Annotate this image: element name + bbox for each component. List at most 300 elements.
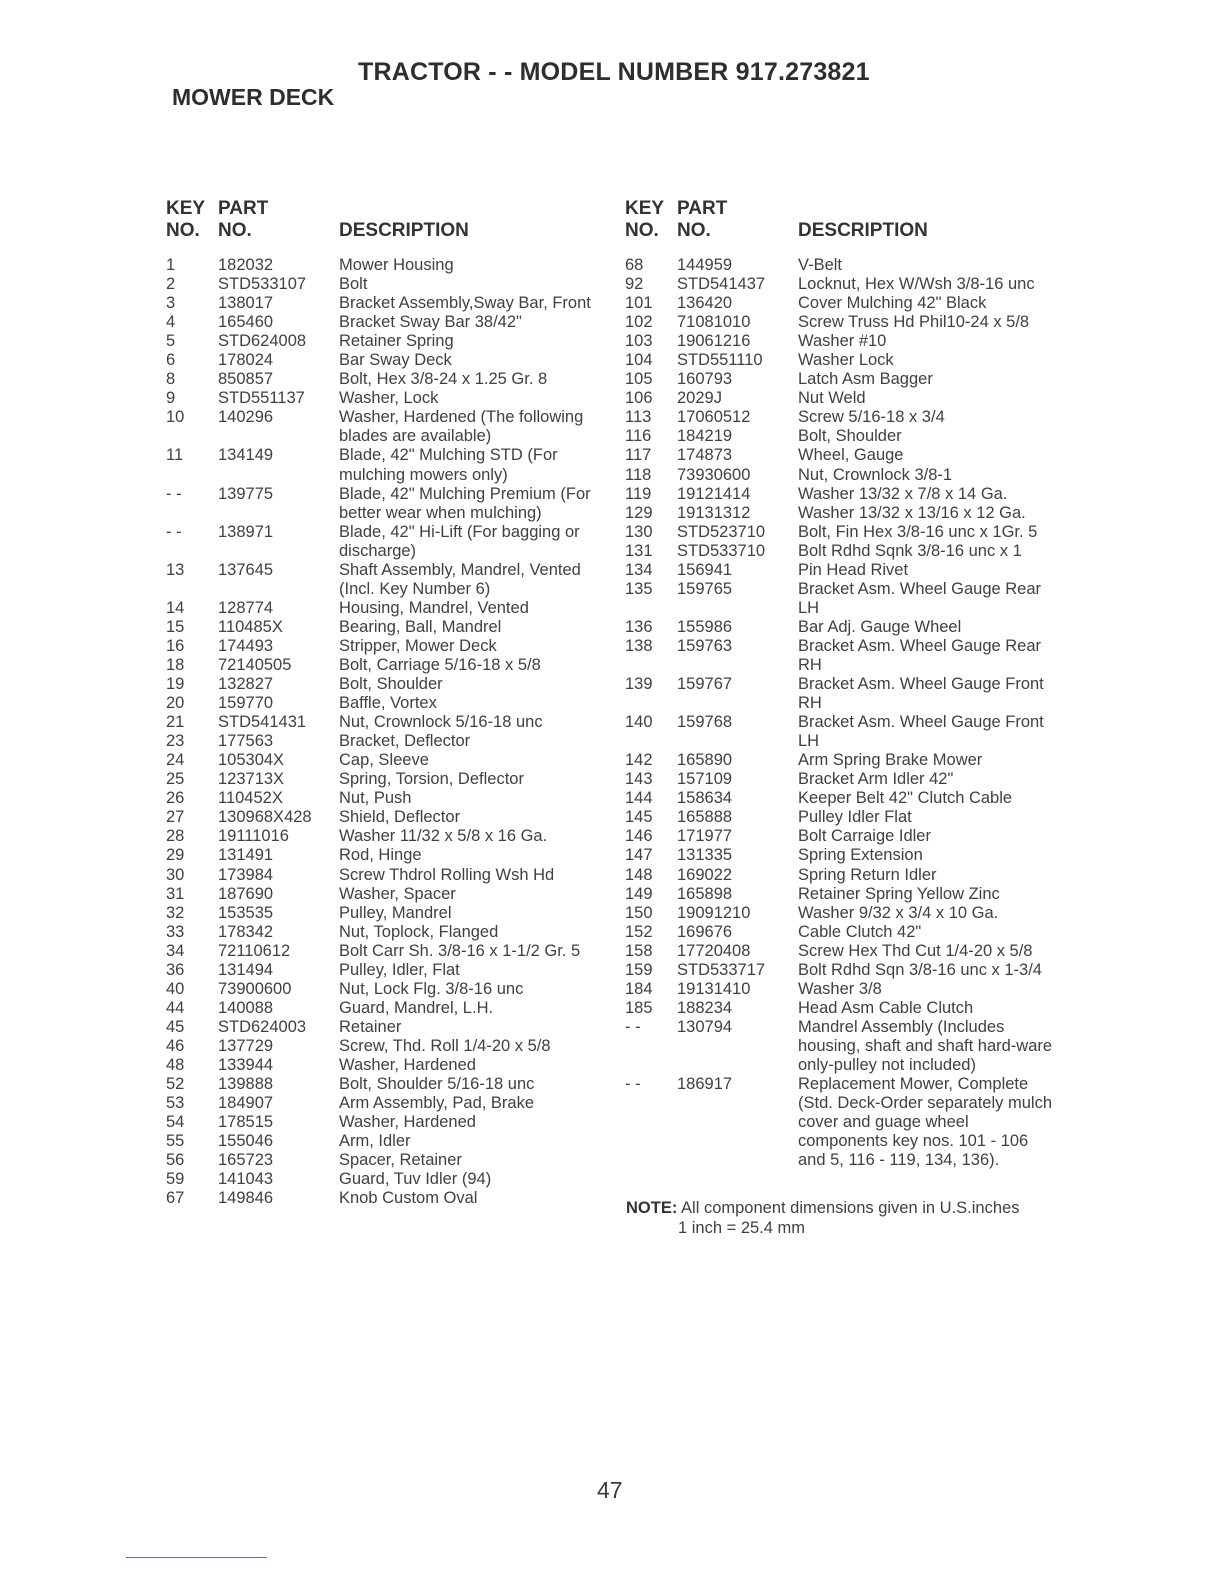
- part-number: 165890: [677, 751, 733, 770]
- key-number: 26: [166, 789, 185, 808]
- part-description: Bracket Arm Idler 42": [798, 770, 954, 789]
- part-row: [625, 561, 1065, 580]
- part-header-line2: NO.: [218, 220, 252, 241]
- part-row: [166, 446, 606, 484]
- part-number: 159770: [218, 694, 274, 713]
- part-number: 19091210: [677, 903, 751, 922]
- key-number: 4: [166, 313, 176, 332]
- part-number: 131335: [677, 846, 733, 865]
- part-number: 73900600: [218, 979, 292, 998]
- key-number: - -: [166, 522, 182, 541]
- part-row: [625, 770, 1065, 789]
- key-number: 54: [166, 1113, 185, 1132]
- key-number: 32: [166, 903, 185, 922]
- key-number: 158: [625, 941, 653, 960]
- key-number: 106: [625, 389, 653, 408]
- part-row: [166, 256, 606, 275]
- part-number: 184219: [677, 427, 733, 446]
- key-number: 2: [166, 275, 176, 294]
- part-description: Retainer Spring: [339, 332, 454, 351]
- key-number: 102: [625, 313, 653, 332]
- key-number: 29: [166, 846, 185, 865]
- part-description: Baffle, Vortex: [339, 694, 437, 713]
- part-number: 19131312: [677, 503, 751, 522]
- part-description: Nut, Crownlock 5/16-18 unc: [339, 713, 543, 732]
- key-number: 52: [166, 1075, 185, 1094]
- key-number: 34: [166, 941, 185, 960]
- part-row: [625, 256, 1065, 275]
- part-header-line2: NO.: [677, 220, 711, 241]
- part-row: [625, 446, 1065, 465]
- key-number: 24: [166, 751, 185, 770]
- key-number: 18: [166, 655, 185, 674]
- part-description: Bolt, Shoulder: [339, 675, 443, 694]
- part-row: [166, 1018, 606, 1037]
- key-number: 145: [625, 808, 653, 827]
- key-number: 45: [166, 1017, 185, 1036]
- key-number: 149: [625, 884, 653, 903]
- part-description: Bar Sway Deck: [339, 351, 452, 370]
- page-title: TRACTOR - - MODEL NUMBER 917.273821: [358, 58, 870, 86]
- part-row: [166, 485, 606, 523]
- part-number: 130794: [677, 1017, 733, 1036]
- part-description: Arm, Idler: [339, 1132, 411, 1151]
- part-row: [625, 904, 1065, 923]
- part-number: 105304X: [218, 751, 285, 770]
- part-row: [166, 885, 606, 904]
- key-number: 136: [625, 617, 653, 636]
- part-row: [625, 827, 1065, 846]
- part-row: [166, 808, 606, 827]
- key-header-line1: KEY: [166, 198, 206, 219]
- part-description: Cable Clutch 42": [798, 922, 922, 941]
- part-number: 157109: [677, 770, 733, 789]
- part-description: Washer 9/32 x 3/4 x 10 Ga.: [798, 903, 999, 922]
- part-number: 131494: [218, 960, 274, 979]
- part-row: [166, 789, 606, 808]
- part-description: Arm Assembly, Pad, Brake: [339, 1094, 535, 1113]
- part-description: Retainer Spring Yellow Zinc: [798, 884, 1000, 903]
- part-description: Screw Hex Thd Cut 1/4-20 x 5/8: [798, 941, 1033, 960]
- part-row: [166, 1056, 606, 1075]
- part-number: 128774: [218, 598, 274, 617]
- part-row: [166, 313, 606, 332]
- part-description: Pulley, Mandrel: [339, 903, 452, 922]
- part-description: Latch Asm Bagger: [798, 370, 933, 389]
- part-row: [166, 999, 606, 1018]
- key-number: 143: [625, 770, 653, 789]
- part-description: Bracket, Deflector: [339, 732, 471, 751]
- part-row: [625, 313, 1065, 332]
- key-number: 19: [166, 675, 185, 694]
- key-number: 103: [625, 332, 653, 351]
- part-number: 72110612: [218, 941, 291, 960]
- key-header-line2: NO.: [166, 220, 200, 241]
- part-row: [166, 942, 606, 961]
- part-row: [625, 618, 1065, 637]
- part-number: 156941: [677, 560, 733, 579]
- part-description: Housing, Mandrel, Vented: [339, 598, 529, 617]
- part-description: Mandrel Assembly (Includes housing, shaft and shaft hard-ware only-pulley not included): [798, 1017, 1053, 1074]
- part-number: 19121414: [677, 484, 751, 503]
- key-number: 118: [625, 465, 652, 484]
- part-number: STD533717: [677, 960, 766, 979]
- part-description: Bracket Sway Bar 38/42": [339, 313, 522, 332]
- part-row: [625, 923, 1065, 942]
- part-description: Screw 5/16-18 x 3/4: [798, 408, 945, 427]
- part-description: Washer, Lock: [339, 389, 439, 408]
- part-description: Replacement Mower, Complete (Std. Deck-Order separately mulch cover and guage wheel components key nos. 101 - 106 and 5, 116 - 119, 134, 136).: [798, 1075, 1053, 1170]
- part-row: [625, 332, 1065, 351]
- part-number: STD551137: [218, 389, 305, 408]
- part-row: [625, 294, 1065, 313]
- part-row: [166, 1094, 606, 1113]
- part-number: 165723: [218, 1151, 274, 1170]
- footnote-rule: [126, 1557, 267, 1558]
- part-number: 160793: [677, 370, 733, 389]
- dimensions-note: [626, 1198, 1066, 1238]
- key-number: 152: [625, 922, 653, 941]
- part-number: STD624008: [218, 332, 307, 351]
- part-number: 178024: [218, 351, 274, 370]
- part-number: 144959: [677, 256, 733, 274]
- right-description-header: DESCRIPTION: [798, 220, 928, 241]
- key-number: 117: [625, 446, 652, 465]
- part-number: 153535: [218, 903, 274, 922]
- part-number: 169022: [677, 865, 733, 884]
- part-number: 165888: [677, 808, 733, 827]
- part-row: [625, 846, 1065, 865]
- part-number: 138971: [218, 522, 274, 541]
- part-number: 133944: [218, 1055, 274, 1074]
- part-description: Stripper, Mower Deck: [339, 636, 497, 655]
- part-description: Mower Housing: [339, 256, 454, 274]
- key-number: 67: [166, 1189, 185, 1208]
- part-number: 184907: [218, 1094, 274, 1113]
- key-number: 92: [625, 275, 644, 294]
- part-number: 188234: [677, 998, 733, 1017]
- part-row: [625, 675, 1065, 713]
- key-number: 30: [166, 865, 185, 884]
- part-row: [166, 351, 606, 370]
- part-number: 158634: [677, 789, 733, 808]
- note-conversion: 1 inch = 25.4 mm: [678, 1219, 806, 1237]
- part-number: 178342: [218, 922, 274, 941]
- part-number: 182032: [218, 256, 274, 274]
- part-number: 155046: [218, 1132, 274, 1151]
- part-row: [625, 713, 1065, 751]
- part-number: 71081010: [677, 313, 751, 332]
- key-number: 116: [625, 427, 652, 446]
- part-row: [166, 332, 606, 351]
- part-description: Bracket Asm. Wheel Gauge Front LH: [798, 713, 1044, 751]
- part-row: [625, 275, 1065, 294]
- key-number: 46: [166, 1036, 185, 1055]
- part-description: Screw, Thd. Roll 1/4-20 x 5/8: [339, 1036, 551, 1055]
- part-row: [166, 1170, 606, 1189]
- part-description: Retainer: [339, 1017, 402, 1036]
- part-row: [166, 389, 606, 408]
- part-row: [625, 637, 1065, 675]
- part-description: Spring, Torsion, Deflector: [339, 770, 524, 789]
- part-description: Arm Spring Brake Mower: [798, 751, 983, 770]
- part-number: 138017: [218, 294, 274, 313]
- key-number: 15: [166, 617, 185, 636]
- part-description: Bolt Rdhd Sqnk 3/8-16 unc x 1: [798, 541, 1022, 560]
- part-number: 139775: [218, 484, 274, 503]
- part-description: Rod, Hinge: [339, 846, 422, 865]
- part-row: [166, 656, 606, 675]
- part-number: 178515: [218, 1113, 274, 1132]
- part-description: Screw Thdrol Rolling Wsh Hd: [339, 865, 555, 884]
- part-row: [625, 961, 1065, 980]
- part-description: Bar Adj. Gauge Wheel: [798, 617, 962, 636]
- left-parts-list: [166, 256, 606, 1208]
- part-number: 159768: [677, 713, 733, 732]
- key-number: 134: [625, 560, 653, 579]
- part-row: [625, 466, 1065, 485]
- key-number: 184: [625, 979, 653, 998]
- part-description: Blade, 42" Mulching STD (For mulching mowers only): [339, 446, 558, 484]
- part-description: Wheel, Gauge: [798, 446, 904, 465]
- part-number: 134149: [218, 446, 274, 465]
- part-description: Bolt Carr Sh. 3/8-16 x 1-1/2 Gr. 5: [339, 941, 581, 960]
- part-number: 169676: [677, 922, 733, 941]
- key-number: 11: [166, 446, 184, 465]
- key-number: 142: [625, 751, 653, 770]
- part-description: Washer 3/8: [798, 979, 882, 998]
- part-row: [625, 427, 1065, 446]
- part-number: 140088: [218, 998, 274, 1017]
- part-row: [625, 1018, 1065, 1075]
- key-number: 139: [625, 675, 653, 694]
- key-number: 146: [625, 827, 653, 846]
- part-description: Washer 13/32 x 13/16 x 12 Ga.: [798, 503, 1026, 522]
- key-number: 48: [166, 1055, 185, 1074]
- part-description: Washer 11/32 x 5/8 x 16 Ga.: [339, 827, 548, 846]
- key-number: 6: [166, 351, 176, 370]
- part-number: 110452X: [218, 789, 283, 808]
- part-number: 137729: [218, 1036, 274, 1055]
- key-number: 159: [625, 960, 653, 979]
- part-number: 19131410: [677, 979, 751, 998]
- key-number: 28: [166, 827, 185, 846]
- part-number: STD523710: [677, 522, 766, 541]
- key-number: 185: [625, 998, 653, 1017]
- key-number: 105: [625, 370, 653, 389]
- part-description: Bolt, Hex 3/8-24 x 1.25 Gr. 8: [339, 370, 548, 389]
- part-row: [166, 827, 606, 846]
- part-row: [625, 408, 1065, 427]
- part-number: 140296: [218, 408, 274, 427]
- part-number: 159767: [677, 675, 733, 694]
- part-row: [166, 408, 606, 446]
- key-header-line2: NO.: [625, 220, 659, 241]
- part-row: [625, 980, 1065, 999]
- part-description: Spring Return Idler: [798, 865, 937, 884]
- part-number: 123713X: [218, 770, 285, 789]
- part-description: Washer, Hardened: [339, 1113, 476, 1132]
- key-number: 147: [625, 846, 653, 865]
- part-row: [625, 523, 1065, 542]
- part-row: [625, 580, 1065, 618]
- right-parts-list: [625, 256, 1065, 1170]
- key-number: - -: [625, 1017, 641, 1036]
- part-row: [166, 923, 606, 942]
- part-description: Shield, Deflector: [339, 808, 461, 827]
- part-description: Nut, Lock Flg. 3/8-16 unc: [339, 979, 524, 998]
- key-number: 36: [166, 960, 185, 979]
- key-number: 33: [166, 922, 185, 941]
- part-row: [625, 866, 1065, 885]
- part-row: [166, 618, 606, 637]
- part-description: Knob Custom Oval: [339, 1189, 478, 1208]
- right-key-header: [625, 198, 664, 242]
- key-number: - -: [625, 1075, 641, 1094]
- part-number: STD541431: [218, 713, 307, 732]
- part-number: 186917: [677, 1075, 733, 1094]
- key-number: 135: [625, 579, 653, 598]
- key-number: 59: [166, 1170, 185, 1189]
- part-row: [625, 808, 1065, 827]
- note-label: NOTE:: [626, 1199, 678, 1217]
- key-number: 10: [166, 408, 185, 427]
- part-description: Bracket Asm. Wheel Gauge Rear LH: [798, 579, 1042, 617]
- section-title: MOWER DECK: [172, 84, 335, 110]
- part-row: [166, 1189, 606, 1208]
- key-number: 20: [166, 694, 185, 713]
- part-number: 159763: [677, 636, 733, 655]
- part-number: 171977: [677, 827, 733, 846]
- key-number: 13: [166, 560, 185, 579]
- key-number: 55: [166, 1132, 185, 1151]
- part-row: [625, 999, 1065, 1018]
- part-number: 136420: [677, 294, 733, 313]
- part-row: [166, 275, 606, 294]
- part-row: [166, 1113, 606, 1132]
- part-number: 19061216: [677, 332, 751, 351]
- key-number: 16: [166, 636, 185, 655]
- part-description: Spacer, Retainer: [339, 1151, 462, 1170]
- left-key-header: [166, 198, 205, 242]
- part-description: Shaft Assembly, Mandrel, Vented (Incl. Key Number 6): [339, 560, 581, 598]
- part-description: Guard, Tuv Idler (94): [339, 1170, 492, 1189]
- part-row: [166, 732, 606, 751]
- part-number: 131491: [218, 846, 274, 865]
- part-row: [625, 885, 1065, 904]
- part-number: 110485X: [218, 617, 283, 636]
- key-number: 144: [625, 789, 653, 808]
- part-number: 174493: [218, 636, 274, 655]
- key-number: 9: [166, 389, 176, 408]
- part-row: [166, 904, 606, 923]
- part-row: [166, 294, 606, 313]
- key-number: 14: [166, 598, 185, 617]
- part-description: Bolt: [339, 275, 368, 294]
- page-number: 47: [597, 1477, 623, 1503]
- key-number: 23: [166, 732, 185, 751]
- part-number: STD533107: [218, 275, 307, 294]
- part-description: Guard, Mandrel, L.H.: [339, 998, 494, 1017]
- key-number: 130: [625, 522, 653, 541]
- part-description: Keeper Belt 42" Clutch Cable: [798, 789, 1013, 808]
- part-row: [625, 751, 1065, 770]
- key-number: 138: [625, 636, 653, 655]
- part-number: 19111016: [218, 827, 289, 846]
- key-number: 40: [166, 979, 185, 998]
- part-description: Bolt, Carriage 5/16-18 x 5/8: [339, 655, 541, 674]
- part-row: [625, 504, 1065, 523]
- part-row: [166, 1075, 606, 1094]
- part-description: Washer 13/32 x 7/8 x 14 Ga.: [798, 484, 1008, 503]
- note-text: All component dimensions given in U.S.inches: [681, 1199, 1020, 1217]
- part-description: Head Asm Cable Clutch: [798, 998, 974, 1017]
- part-number: 141043: [218, 1170, 274, 1189]
- part-number: STD551110: [677, 351, 763, 370]
- part-header-line1: PART: [677, 198, 728, 219]
- key-number: 129: [625, 503, 653, 522]
- part-description: Bolt Rdhd Sqn 3/8-16 unc x 1-3/4: [798, 960, 1042, 979]
- key-number: 131: [625, 541, 653, 560]
- part-number: 155986: [677, 617, 733, 636]
- part-row: [625, 485, 1065, 504]
- part-description: Washer #10: [798, 332, 887, 351]
- key-header-line1: KEY: [625, 198, 665, 219]
- part-row: [625, 389, 1065, 408]
- part-number: 187690: [218, 884, 274, 903]
- part-description: Washer Lock: [798, 351, 894, 370]
- part-row: [625, 370, 1065, 389]
- right-part-header: [677, 198, 727, 242]
- part-row: [166, 1037, 606, 1056]
- part-row: [166, 846, 606, 865]
- part-row: [625, 1075, 1065, 1170]
- part-number: 132827: [218, 675, 274, 694]
- part-description: Nut, Toplock, Flanged: [339, 922, 499, 941]
- part-row: [166, 675, 606, 694]
- part-description: Bolt Carraige Idler: [798, 827, 931, 846]
- part-row: [625, 542, 1065, 561]
- part-number: 173984: [218, 865, 274, 884]
- key-number: 56: [166, 1151, 185, 1170]
- part-number: 165898: [677, 884, 733, 903]
- key-number: 5: [166, 332, 176, 351]
- part-number: STD533710: [677, 541, 766, 560]
- part-row: [625, 942, 1065, 961]
- key-number: 53: [166, 1094, 185, 1113]
- part-number: 2029J: [677, 389, 722, 408]
- part-description: Pin Head Rivet: [798, 560, 909, 579]
- part-number: STD541437: [677, 275, 766, 294]
- part-row: [166, 694, 606, 713]
- part-row: [166, 751, 606, 770]
- part-row: [166, 713, 606, 732]
- part-description: Cover Mulching 42" Black: [798, 294, 987, 313]
- part-description: Bolt, Shoulder 5/16-18 unc: [339, 1075, 535, 1094]
- part-row: [166, 980, 606, 999]
- part-number: 17720408: [677, 941, 751, 960]
- part-number: 130968X428: [218, 808, 312, 827]
- part-description: Bracket Assembly,Sway Bar, Front: [339, 294, 591, 313]
- part-number: 72140505: [218, 655, 292, 674]
- key-number: 113: [625, 408, 652, 427]
- part-row: [166, 866, 606, 885]
- part-number: STD624003: [218, 1017, 307, 1036]
- part-description: Washer, Hardened (The following blades are available): [339, 408, 584, 446]
- part-description: Washer, Spacer: [339, 884, 456, 903]
- key-number: 140: [625, 713, 653, 732]
- left-description-header: DESCRIPTION: [339, 220, 469, 241]
